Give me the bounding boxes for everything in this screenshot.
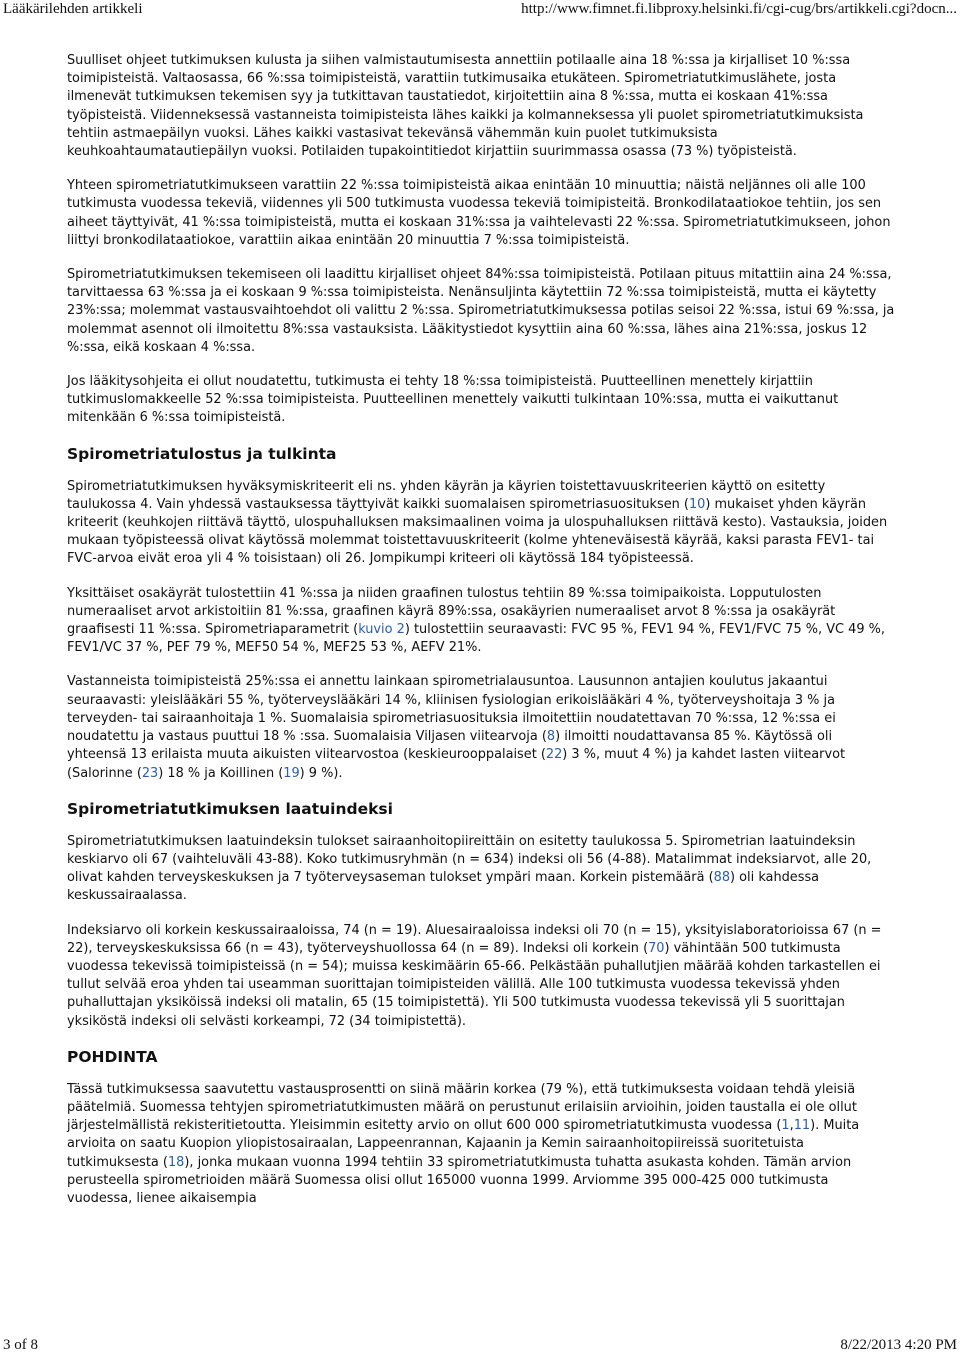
text-run: ) oli kahdessa keskussairaalassa. [67,870,820,904]
print-timestamp: 8/22/2013 4:20 PM [840,1337,957,1353]
page-header [0,0,960,22]
text-run: Yksittäiset osakäyrät tulostettiin 41 %:ssa ja niiden graafinen tulostus tehtiin 89 %:ssa toimipaikoista. Lopputulosten numeraaliset arvot arkistoitiin 81 %:ssa, graafinen käyrä 89%:ssa, osakäyrien numeraaliset arvot 8 %:ssa ja osakäyrät graafisesti 11 %:ssa. Spirometriaparametrit ( [67,585,836,638]
text-run: Vastanneista toimipisteistä 25%:ssa ei annettu lainkaan spirometrialausuntoa. Lausunnon antajien koulutus jakaantui seuraavasti: yleislääkäri 55 %, työterveyslääkäri 14 %, kliinisen fysiologian erikoislääkäri 4 %, työterveyshoitaja 3 % ja terveyden- tai sairaanhoitaja 1 %. Suomalaisia spirometriasuosituksia ilmoitettiin noudatettavan 70 %:ssa, 12 %:ssa ei noudatettu ja vastaus puuttui 18 % :ssa. Suomalaisia Viljasen viitearvoja ( [67,674,836,745]
reference-link[interactable]: 22 [545,747,563,763]
text-run: ) 3 %, muut 4 %) ja kahdet lasten viitearvot (Salorinne ( [67,747,846,781]
reference-link[interactable]: 23 [141,765,159,781]
paragraph [67,1081,895,1208]
reference-link[interactable]: 19 [283,765,300,781]
paragraph: Spirometriatutkimuksen tekemiseen oli laadittu kirjalliset ohjeet 84%:ssa toimipisteistä. Potilaan pituus mitattiin aina 24 %:ssa, tarvittaessa 63 %:ssa ja ei koskaan 9 %:ssa toimipisteista. Nenänsuljinta käytettiin 72 %:ssa toimipisteistä, mutta ei käytetty 23%:ssa; molemmat vastausvaihtoehdot oli valittu 2 %:ssa. Spirometriatutkimuksessa potilas seisoi 22 %:ssa, istui 69 %:ssa, ja molemmat asennot oli ilmoitettu 8%:ssa vastauksista. Lääkitystiedot kysyttiin aina 60 %:ssa, lähes aina 21%:ssa, joskus 12 %:ssa, eikä koskaan 4 %:ssa. [67,267,895,355]
reference-link[interactable]: 10 [688,496,706,512]
text-run: ) vähintään 500 tutkimusta vuodessa tekevissä toimipisteissä (n = 54); muissa keskimäärin 65-66. Pelkästään puhallutjien määrää kohden tarkastellen ei tullut selvää eroa yhden tai useamman suorittajan toimipisteiden välillä. Alle 100 tutkimusta vuodessa tekevissä yhden puhalluttajan yksiköissä indeksi oli matalin, 65 (15 toimipistettä). Yli 500 tutkimusta vuodessa tekevissä yli 5 suorittajan yksiköstä indeksi oli selvästi korkeampi, 72 (34 toimipistettä). [67,940,881,1029]
paragraph [67,673,895,782]
reference-link[interactable]: 88 [713,870,731,886]
reference-link[interactable]: 1 [781,1118,790,1134]
section-heading: POHDINTA [67,1047,158,1066]
paragraph [67,922,895,1031]
text-run: Indeksiarvo oli korkein keskussairaaloissa, 74 (n = 19). Aluesairaaloissa indeksi oli 70 (n = 15), yksityislaboratorioissa 67 (n = 22), terveyskeskuksissa 66 (n = 43), työterveyshuollossa 64 (n = 89). Indeksi oli korkein ( [67,922,882,956]
paragraph [67,478,895,569]
text-run: ). Muita arvioita on saatu Kuopion yliopistosairaalan, Lappeenrannan, Kajaanin ja Kemin sairaanhoitopiireissä suoritetuista tutkimuksesta ( [67,1118,860,1170]
page-url: http://www.fimnet.fi.libproxy.helsinki.fi/cgi-cug/brs/artikkeli.cgi?docn... [521,1,957,17]
text-run: ) ilmoitti noudattavansa 85 %. Käytössä oli yhteensä 13 erilaista muuta aikuisten viitearvostoa (keskieurooppalaiset ( [67,729,833,763]
page-number: 3 of 8 [3,1337,38,1353]
text-run: ) mukaiset yhden käyrän kriteerit (keuhkojen riittävä täyttö, ulospuhalluksen maksimaalinen voima ja ulospuhalluksen riittävä kesto). Vastauksia, joiden mukaan työpisteessä olivat käytössä molemmat toistettavuuskriteerit (kolme yhteneväisestä käyrää, kaksi parasta FEV1- tai FVC-arvoa eivät eroa yli 4 % toisistaan) oli 26. Jompikumpi kriteeri oli käytössä 184 työpisteessä. [67,496,888,567]
figure-link[interactable]: kuvio 2 [358,622,405,638]
article-body [67,52,895,1224]
paragraph: Yhteen spirometriatutkimukseen varattiin 22 %:ssa toimipisteistä aikaa enintään 10 minuuttia; näistä neljännes oli alle 100 tutkimusta vuodessa tekeviä, viidennes yli 500 tutkimusta vuodessa tekeviä toimipisteitä. Bronkodilataatiokoe tehtiin, jos sen aiheet täyttyivät, 41 %:ssa toimipisteistä, mutta ei koskaan 31%:ssa ja vaihtelevasti 22 %:ssa. Spirometriatutkimukseen, johon liittyi bronkodilataatiokoe, varattiin aikaa enintään 20 minuuttia 7 %:ssa toimipisteistä. [67,178,891,248]
text-run: Spirometriatutkimuksen hyväksymiskriteerit eli ns. yhden käyrän ja käyrien toistettavuuskriteerien käyttö on esitetty taulukossa 4. Vain yhdessä vastauksessa täyttyivät kaikki suomalaisen spirometriasuosituksen ( [67,478,826,512]
section-heading: Spirometriatutkimuksen laatuindeksi [67,799,393,818]
reference-link[interactable]: 18 [167,1154,185,1170]
paragraph: Suulliset ohjeet tutkimuksen kulusta ja siihen valmistautumisesta annettiin potilaalle aina 18 %:ssa ja kirjalliset 10 %:ssa toimipisteistä. Valtaosassa, 66 %:ssa toimipisteistä, varattiin tutkimusaika etukäteen. Spirometriatutkimuslähete, josta ilmenevät tutkimuksen tekemisen syy ja tutkittavan taustatiedot, kirjoitettiin aina 8 %:ssa, mutta ei koskaan 41%:ssa työpisteistä. Viidenneksessä vastanneista toimipisteista lähes kaikki ja kolmanneksessa yli puolet spirometriatutkimuksista tehtiin astmaepäilyn vuoksi. Lähes kaikki vastasivat tekevänsä vähemmän kuin puolet tutkimuksista keuhkoahtaumatautiepäilyn vuoksi. Potilaiden tupakointitiedot kirjattiin suurimmassa osassa (73 %) työpisteistä. [67,53,864,160]
page-footer [0,1337,960,1357]
text-run: , [789,1118,794,1134]
reference-link[interactable]: 11 [793,1118,811,1134]
section-heading: Spirometriatulostus ja tulkinta [67,444,337,463]
text-run: ) tulostettiin seuraavasti: FVC 95 %, FEV1 94 %, FEV1/FVC 75 %, VC 49 %, FEV1/VC 37 %, PEF 79 %, MEF50 54 %, MEF25 53 %, AEFV 21%. [67,622,885,656]
reference-link[interactable]: 70 [648,940,665,956]
article-source-label: Lääkärilehden artikkeli [3,1,143,17]
reference-link[interactable]: 8 [546,729,556,745]
paragraph [67,585,895,658]
text-run: Tässä tutkimuksessa saavutettu vastausprosentti on siinä määrin korkea (79 %), että tutkimuksesta voidaan tehdä yleisiä päätelmiä. Suomessa tehtyjen spirometriatutkimusten määrä on perustunut erilaisiin arvioihin, joiden taustalla ei ole ollut järjestelmällistä rekisteritietoutta. Yleisimmin esitetty arvio on ollut 600 000 spirometriatutkimusta vuodessa ( [67,1081,857,1134]
paragraph: Jos lääkitysohjeita ei ollut noudatettu, tutkimusta ei tehty 18 %:ssa toimipisteistä. Puutteellinen menettely kirjattiin tutkimuslomakkeelle 52 %:ssa toimipisteista. Puutteellinen menettely vaikutti tulkintaan 10%:ssa, mutta ei vaikuttanut mitenkään 6 %:ssa toimipisteistä. [67,374,839,426]
text-run: ) 9 %). [299,765,343,781]
text-run: ), jonka mukaan vuonna 1994 tehtiin 33 spirometriatutkimusta tuhatta asukasta kohden. Tämän arvion perusteella spirometrioiden määrä Suomessa olisi ollut 165000 vuonna 1999. Arviomme 395 000-425 000 tutkimusta vuodessa, lienee aikaisempia [67,1154,852,1206]
paragraph [67,833,895,906]
text-run: Spirometriatutkimuksen laatuindeksin tulokset sairaanhoitopiireittäin on esitetty taulukossa 5. Spirometrian laatuindeksin keskiarvo oli 67 (vaihteluväli 43-88). Koko tutkimusryhmän (n = 634) indeksi oli 56 (4-88). Matalimmat indeksiarvot, alle 20, olivat kahden terveyskeskuksen ja 7 työterveysaseman tulokset ympäri maan. Korkein pistemäärä ( [67,833,872,886]
text-run: ) 18 % ja Koillinen ( [158,765,284,781]
